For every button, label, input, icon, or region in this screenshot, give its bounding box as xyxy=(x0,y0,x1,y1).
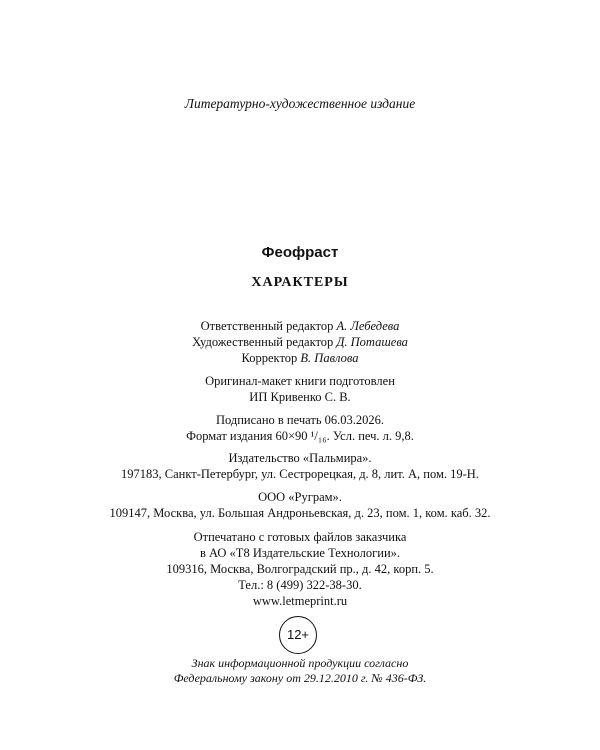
editors-block xyxy=(0,318,600,366)
proofreader-name: В. Павлова xyxy=(300,351,359,365)
distributor-block xyxy=(0,489,600,521)
age-note-line-1: Знак информационной продукции согласно xyxy=(191,656,409,670)
distributor-address: 109147, Москва, ул. Большая Андроньевская, д. 23, пом. 1, ком. каб. 32. xyxy=(109,506,491,520)
publisher-address: 197183, Санкт-Петербург, ул. Сестрорецкая, д. 8, лит. А, пом. 19-Н. xyxy=(121,467,479,481)
publisher-block xyxy=(0,450,600,482)
age-rating-badge: 12+ xyxy=(279,616,317,654)
printer-line-1: Отпечатано с готовых файлов заказчика xyxy=(193,530,407,544)
printer-block xyxy=(0,529,600,609)
book-title: ХАРАКТЕРЫ xyxy=(251,275,349,290)
art-editor-name: Д. Поташева xyxy=(336,335,408,349)
proofreader-line xyxy=(0,350,600,366)
printer-address: 109316, Москва, Волгоградский пр., д. 42, корп. 5. xyxy=(166,562,434,576)
distributor-name: ООО «Руграм». xyxy=(258,490,342,504)
layout-line-1: Оригинал-макет книги подготовлен xyxy=(205,374,395,388)
print-date-line: Подписано в печать 06.03.2026. xyxy=(215,413,385,427)
edition-type: Литературно-художественное издание xyxy=(184,96,416,111)
age-rating-note xyxy=(0,656,600,686)
layout-line-2: ИП Кривенко С. В. xyxy=(249,390,351,404)
printer-phone: Тел.: 8 (499) 322-38-30. xyxy=(238,578,362,592)
responsible-editor-name: А. Лебедева xyxy=(336,319,400,333)
layout-block xyxy=(0,373,600,405)
age-note-line-2: Федеральному закону от 29.12.2010 г. № 436-ФЗ. xyxy=(173,671,427,685)
proofreader-label: Корректор xyxy=(241,351,301,365)
author-name: Феофраст xyxy=(261,244,339,261)
print-format-line: Формат издания 60×90 ¹/₁₆. Усл. печ. л. 9,8. xyxy=(186,429,414,443)
art-editor-label: Художественный редактор xyxy=(192,335,337,349)
responsible-editor-line xyxy=(0,318,600,334)
publisher-name: Издательство «Пальмира». xyxy=(228,451,372,465)
art-editor-line xyxy=(0,334,600,350)
printer-line-2: в АО «Т8 Издательские Технологии». xyxy=(199,546,401,560)
print-info-block xyxy=(0,412,600,444)
responsible-editor-label: Ответственный редактор xyxy=(200,319,337,333)
printer-website: www.letmeprint.ru xyxy=(252,594,348,608)
